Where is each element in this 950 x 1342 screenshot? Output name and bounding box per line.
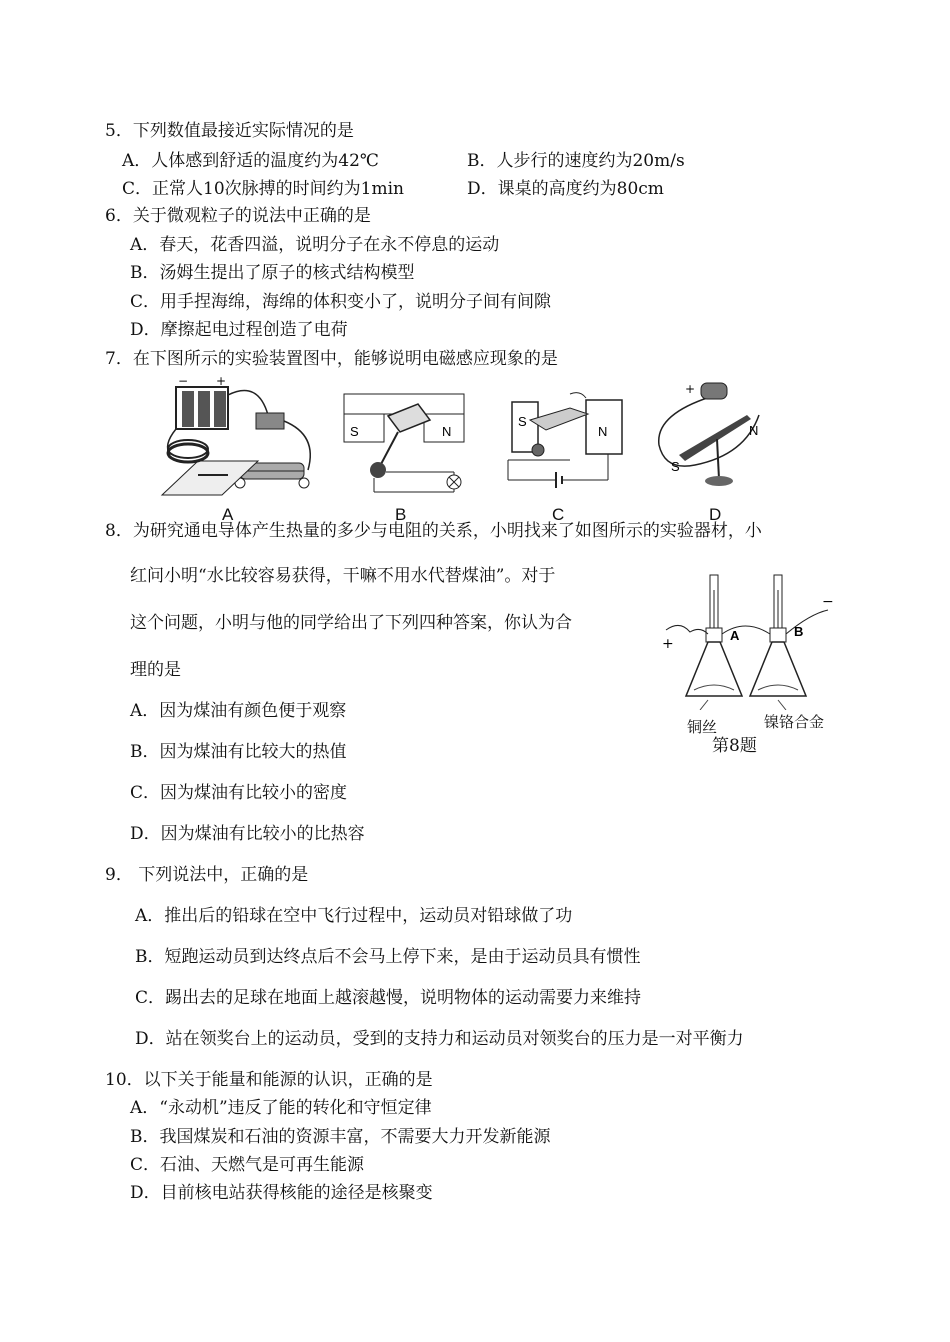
q7-d-n: N xyxy=(749,423,759,438)
q7-label-c: C xyxy=(552,505,565,524)
q8-line1: 8．为研究通电导体产生热量的多少与电阻的关系，小明找来了如图所示的实验器材，小 xyxy=(105,521,762,541)
q7-figure-d xyxy=(655,375,765,493)
q8-copper-label: 铜丝 xyxy=(687,718,718,736)
q7-label-d: D xyxy=(709,505,722,524)
q9-option-c: C．踢出去的足球在地面上越滚越慢，说明物体的运动需要力来维持 xyxy=(135,988,642,1008)
q7-c-s: S xyxy=(518,414,527,429)
q8-line3: 这个问题，小明与他的同学给出了下列四种答案，你认为合 xyxy=(130,613,572,633)
q7-figure-b xyxy=(338,380,473,500)
q5-option-c: C．正常人10次脉搏的时间约为1min xyxy=(122,179,404,199)
q7-figure-c xyxy=(500,380,635,500)
q9-stem: 9． 下列说法中，正确的是 xyxy=(105,865,309,885)
q10-option-d: D．目前核电站获得核能的途径是核聚变 xyxy=(130,1183,433,1203)
q8-minus: − xyxy=(822,594,834,610)
q8-option-a: A．因为煤油有颜色便于观察 xyxy=(130,701,347,721)
q7-label-a: A xyxy=(222,505,234,524)
q7-stem: 7．在下图所示的实验装置图中，能够说明电磁感应现象的是 xyxy=(105,349,558,369)
q9-option-a: A．推出后的铅球在空中飞行过程中，运动员对铅球做了功 xyxy=(135,906,573,926)
q10-option-b: B．我国煤炭和石油的资源丰富，不需要大力开发新能源 xyxy=(130,1127,551,1147)
q8-option-c: C．因为煤油有比较小的密度 xyxy=(130,783,348,803)
q10-option-c: C．石油、天燃气是可再生能源 xyxy=(130,1155,365,1175)
q8-flask-a: A xyxy=(730,628,740,643)
q8-option-b: B．因为煤油有比较大的热值 xyxy=(130,742,347,762)
q8-caption: 第8题 xyxy=(712,736,757,756)
q7-b-n: N xyxy=(442,424,452,439)
q8-figure xyxy=(660,570,840,710)
q6-option-c: C．用手捏海绵，海绵的体积变小了，说明分子间有间隙 xyxy=(130,292,552,312)
q5-option-b: B．人步行的速度约为20m/s xyxy=(467,151,685,171)
q5-option-a: A．人体感到舒适的温度约为42℃ xyxy=(122,151,379,171)
q8-nichrome-label: 镍铬合金 xyxy=(764,713,825,731)
q6-option-b: B．汤姆生提出了原子的核式结构模型 xyxy=(130,263,415,283)
q6-option-a: A．春天，花香四溢，说明分子在永不停息的运动 xyxy=(130,235,500,255)
svg-text:+: + xyxy=(685,382,696,396)
svg-text:−: − xyxy=(178,375,189,388)
q6-option-d: D．摩擦起电过程创造了电荷 xyxy=(130,320,348,340)
q5-option-d: D．课桌的高度约为80cm xyxy=(467,179,664,199)
q8-option-d: D．因为煤油有比较小的比热容 xyxy=(130,824,365,844)
q6-stem: 6．关于微观粒子的说法中正确的是 xyxy=(105,206,371,226)
q7-b-s: S xyxy=(350,424,359,439)
q9-option-b: B．短跑运动员到达终点后不会马上停下来，是由于运动员具有惯性 xyxy=(135,947,641,967)
svg-text:+: + xyxy=(216,375,227,388)
q8-line2: 红问小明“水比较容易获得，干嘛不用水代替煤油”。对于 xyxy=(130,566,556,586)
q10-stem: 10．以下关于能量和能源的认识，正确的是 xyxy=(105,1070,433,1090)
q8-plus: + xyxy=(662,636,674,652)
q8-flask-b: B xyxy=(794,624,804,639)
q7-figure-a xyxy=(158,375,328,510)
q9-option-d: D．站在领奖台上的运动员，受到的支持力和运动员对领奖台的压力是一对平衡力 xyxy=(135,1029,744,1049)
q7-d-s: S xyxy=(671,459,680,474)
q7-label-b: B xyxy=(395,505,407,524)
q5-stem: 5．下列数值最接近实际情况的是 xyxy=(105,121,354,141)
q8-line4: 理的是 xyxy=(130,660,181,680)
q10-option-a: A．“永动机”违反了能的转化和守恒定律 xyxy=(130,1098,432,1118)
q7-c-n: N xyxy=(598,424,608,439)
